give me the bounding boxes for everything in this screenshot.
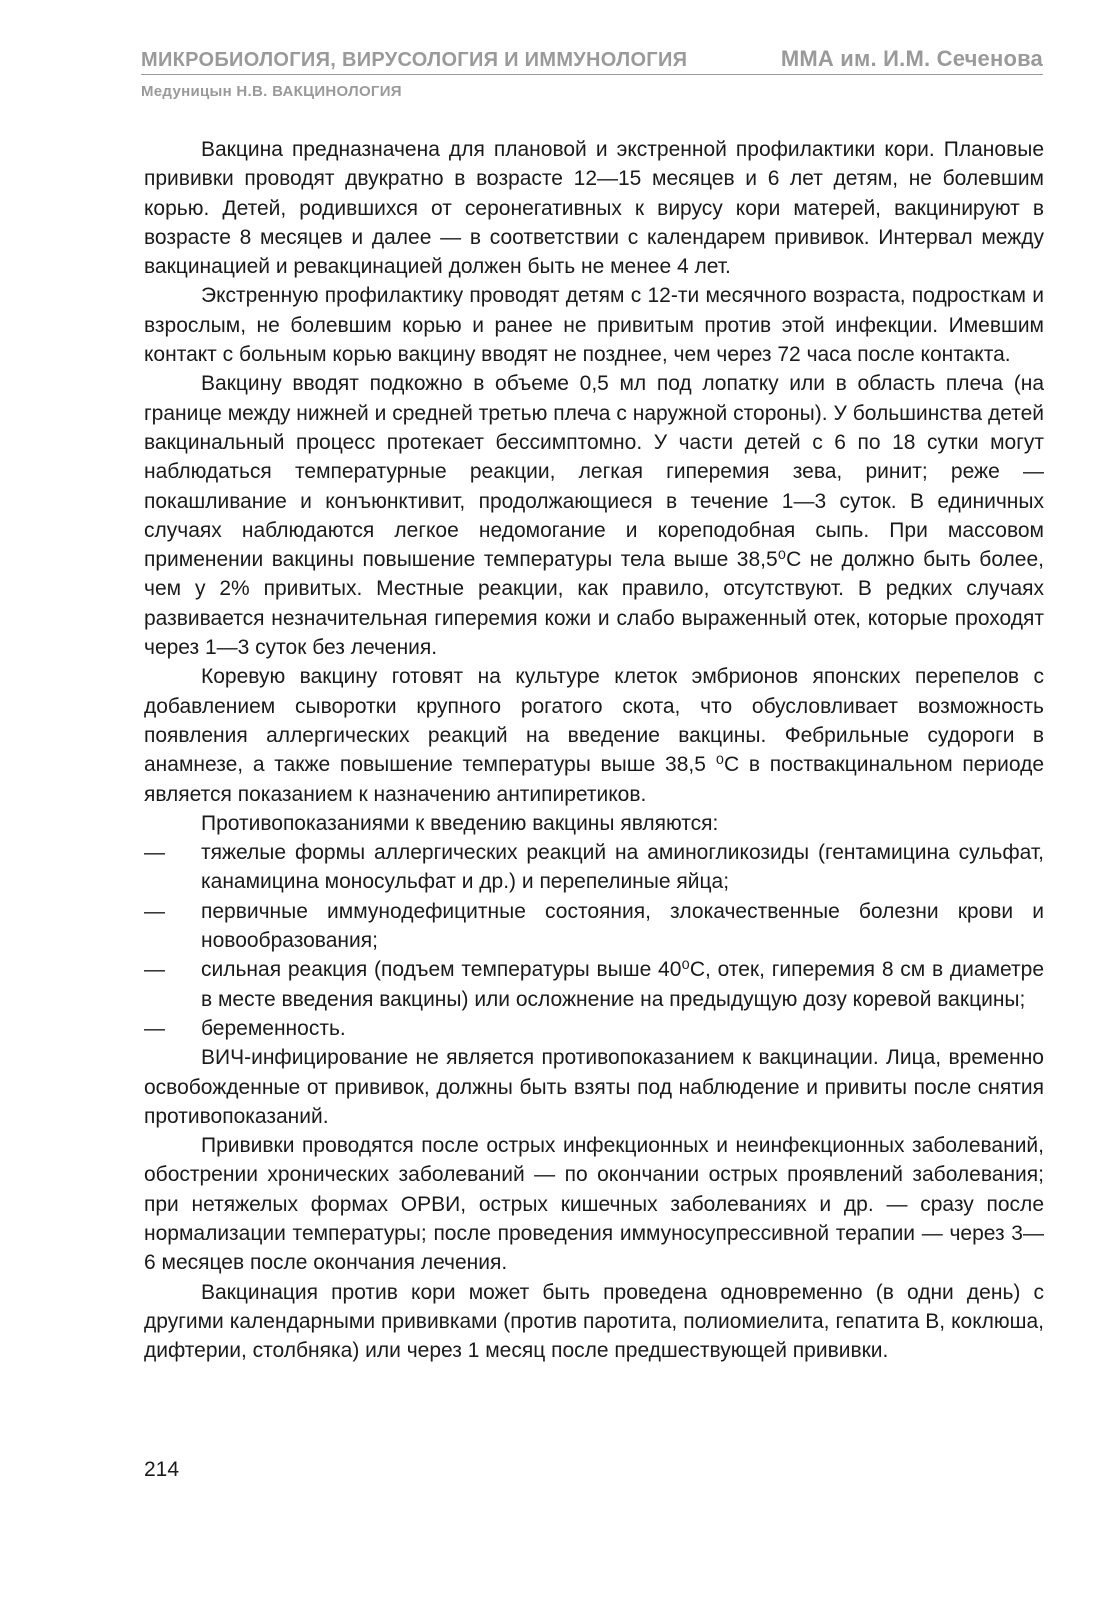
list-dash: — xyxy=(144,958,165,982)
list-item xyxy=(144,955,1044,1014)
paragraph: Прививки проводятся после острых инфекционных и неинфекционных заболеваний, обострении хронических заболеваний — по окончании острых проявлений заболевания; при нетяжелых формах ОРВИ, острых кишечных заболеваниях и др. — сразу после нормализации температуры; после проведения иммуносупрессивной терапии — через 3—6 месяцев после окончания лечения. xyxy=(144,1134,1044,1275)
list-dash: — xyxy=(144,1016,165,1040)
header-title: МИКРОБИОЛОГИЯ, ВИРУСОЛОГИЯ И ИММУНОЛОГИЯ xyxy=(141,49,688,71)
list-item-text: сильная реакция (подъем температуры выше 40⁰С, отек, гиперемия 8 см в диаметре в месте введения вакцины) или осложнение на предыдущую дозу коревой вакцины; xyxy=(201,958,1044,1011)
paragraph: Противопоказаниями к введению вакцины являются: xyxy=(201,811,719,835)
header-author-book: Медуницын Н.В. ВАКЦИНОЛОГИЯ xyxy=(141,83,402,100)
header-top-line xyxy=(141,46,1043,75)
list-item-text: тяжелые формы аллергических реакций на аминогликозиды (гентамицина сульфат, канамицина моносульфат и др.) и перепелиные яйца; xyxy=(201,841,1044,894)
list-item-text: беременность. xyxy=(201,1016,346,1040)
list-dash: — xyxy=(144,841,165,865)
list-item xyxy=(144,1014,1044,1043)
list-item xyxy=(144,897,1044,956)
list-dash: — xyxy=(144,899,165,923)
list-item-text: первичные иммунодефицитные состояния, злокачественные болезни крови и новообразования; xyxy=(201,899,1044,953)
header-institution: ММА им. И.М. Сеченова xyxy=(780,46,1043,71)
paragraph: Вакцинация против кори может быть проведена одновременно (в одни день) с другими календарными прививками (против паротита, полиомиелита, гепатита В, коклюша, дифтерии, столбняка) или через 1 месяц после предшествующей прививки. xyxy=(144,1280,1044,1363)
body-text xyxy=(144,135,1044,1365)
paragraph: Коревую вакцину готовят на культуре клеток эмбрионов японских перепелов с добавлением сыворотки крупного рогатого скота, что обусловливает возможность появления аллергических реакций на введение вакцины. Фебрильные судороги в анамнезе, а также повышение температуры выше 38,5 ⁰С в поствакцинальном периоде является показанием к назначению антипиретиков. xyxy=(144,665,1044,806)
contraindications-list xyxy=(144,838,1044,1043)
page-number: 214 xyxy=(144,1458,180,1481)
paragraph: Вакцину вводят подкожно в объеме 0,5 мл под лопатку или в область плеча (на границе между нижней и средней третью плеча с наружной стороны). У большинства детей вакцинальный процесс протекает бессимптомно. У части детей с 6 по 18 сутки могут наблюдаться температурные реакции, легкая гиперемия зева, ринит; реже — покашливание и конъюнктивит, продолжающиеся в течение 1—3 суток. В единичных случаях наблюдаются легкое недомогание и кореподобная сыпь. При массовом применении вакцины повышение температуры тела выше 38,5⁰С не должно быть более, чем у 2% привитых. Местные реакции, как правило, отсутствуют. В редких случаях развивается незначительная гиперемия кожи и слабо выраженный отек, которые проходят через 1—3 суток без лечения. xyxy=(144,372,1044,660)
paragraph: Вакцина предназначена для плановой и экстренной профилактики кори. Плановые прививки проводят двукратно в возрасте 12—15 месяцев и 6 лет детям, не болевшим корью. Детей, родившихся от серонегативных к вирусу кори матерей, вакцинируют в возрасте 8 месяцев и далее — в соответствии с календарем прививок. Интервал между вакцинацией и ревакцинацией должен быть не менее 4 лет. xyxy=(144,138,1044,279)
running-header xyxy=(141,46,1043,100)
list-item xyxy=(144,838,1044,897)
paragraph: ВИЧ-инфицирование не является противопоказанием к вакцинации. Лица, временно освобожденные от прививок, должны быть взяты под наблюдение и привиты после снятия противопоказаний. xyxy=(144,1046,1044,1128)
paragraph: Экстренную профилактику проводят детям с 12-ти месячного возраста, подросткам и взрослым, не болевшим корью и ранее не привитым против этой инфекции. Имевшим контакт с больным корью вакцину вводят не позднее, чем через 72 часа после контакта. xyxy=(144,284,1044,367)
